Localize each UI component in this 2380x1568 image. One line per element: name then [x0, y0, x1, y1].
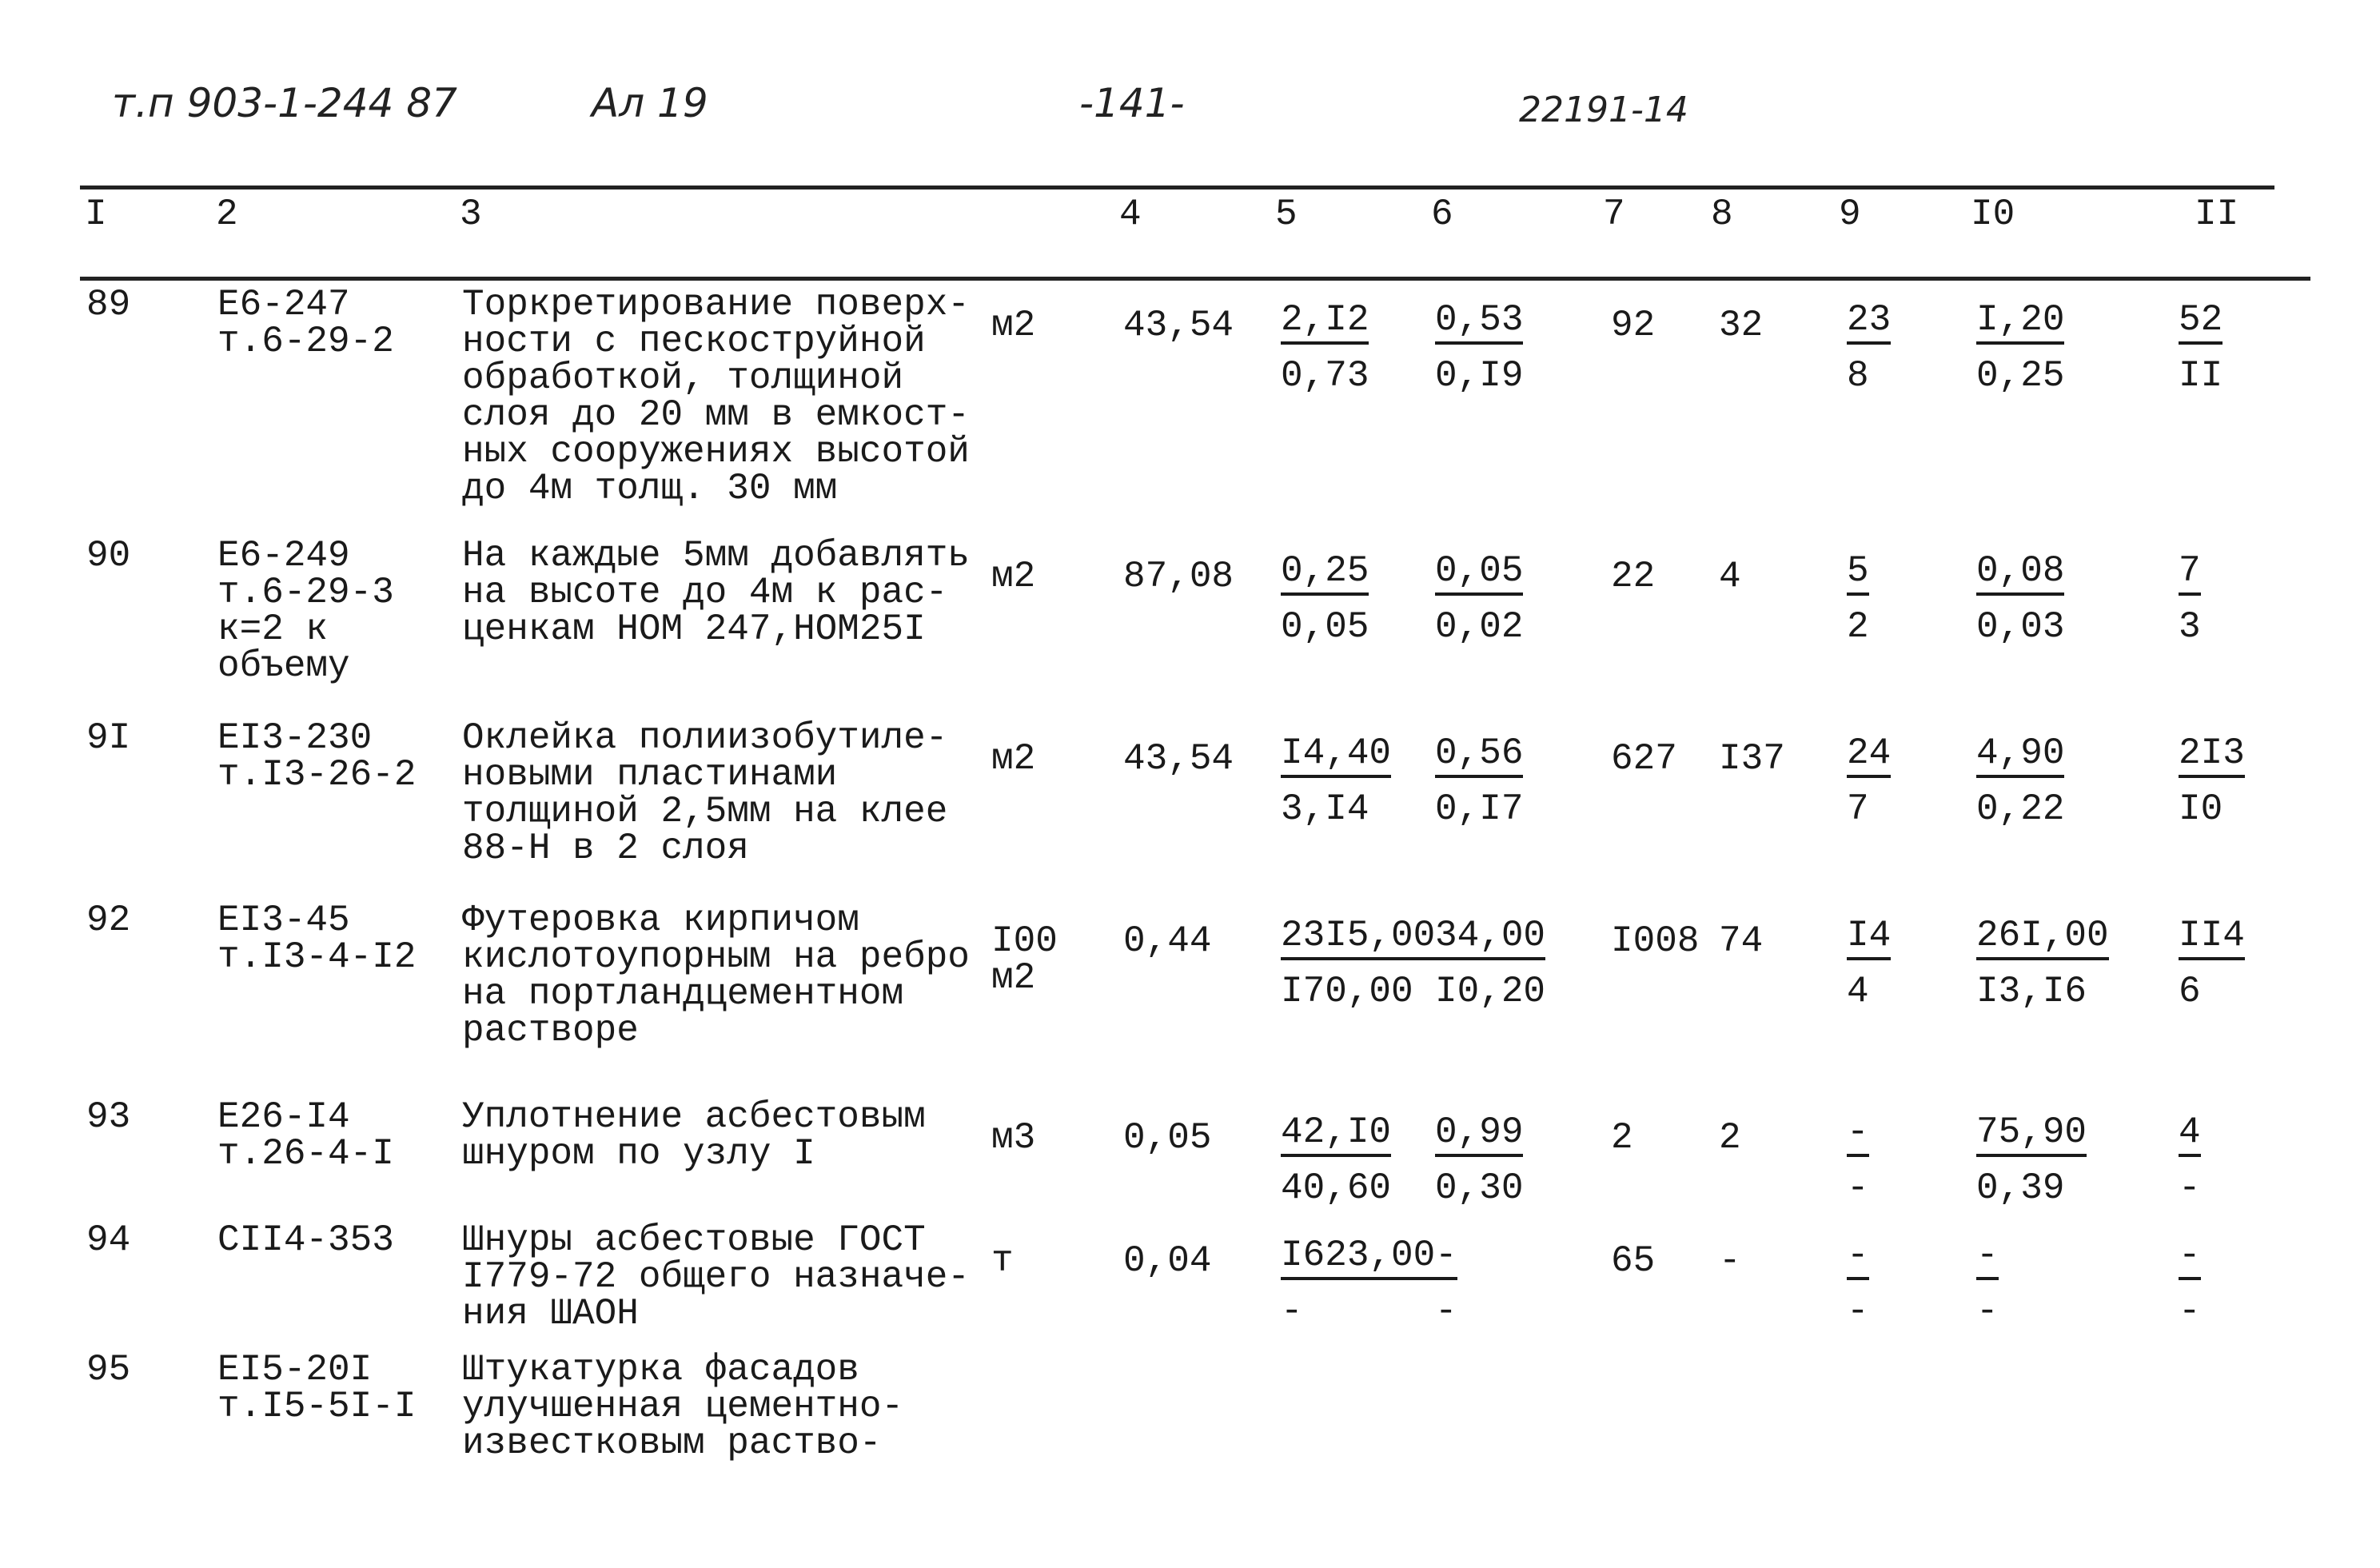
fraction-c5	[1281, 550, 1369, 647]
fraction-numerator: I4	[1847, 916, 1891, 960]
fraction-c5	[1281, 1235, 1435, 1331]
col-header-8: 8	[1711, 194, 1733, 235]
fraction-c11	[2179, 732, 2245, 829]
row-number: 90	[86, 535, 131, 577]
work-description: Торкретирование поверх- ности с пескоструйной обработкой, толщиной слоя до 20 мм в емкост- ных сооружениях высотой до 4м толщ. 30 мм	[462, 284, 970, 509]
fraction-c10	[1976, 550, 2064, 647]
work-description: Уплотнение асбестовым шнуром по узлу I	[462, 1096, 926, 1175]
fraction-denominator: 0,30	[1435, 1167, 1524, 1209]
fraction-numerator: 0,05	[1435, 551, 1523, 596]
col8-value: 74	[1719, 920, 1764, 962]
fraction-numerator: 0,53	[1435, 300, 1523, 345]
rate-code: СII4-353	[217, 1219, 394, 1261]
col-header-1: I	[85, 194, 107, 235]
col7-value: 627	[1611, 738, 1677, 780]
fraction-denominator: -	[1435, 1291, 1457, 1332]
fraction-denominator: 8	[1847, 355, 1869, 397]
col-header-9: 9	[1839, 194, 1861, 235]
fraction-numerator: 5	[1847, 551, 1869, 596]
fraction-numerator: 2,I2	[1281, 300, 1369, 345]
row-number: 95	[86, 1349, 131, 1390]
col7-value: 2	[1611, 1117, 1633, 1159]
col8-value: 32	[1719, 305, 1764, 346]
fraction-numerator: -	[1847, 1235, 1869, 1280]
fraction-denominator: I0,20	[1435, 971, 1546, 1012]
unit: м2	[991, 305, 1036, 346]
fraction-denominator: -	[1847, 1291, 1869, 1332]
col-header-11: II	[2195, 194, 2239, 235]
fraction-c10	[1976, 732, 2064, 829]
rate-code: Е26-I4 т.26-4-I	[217, 1096, 394, 1175]
fraction-c10	[1976, 1235, 1999, 1331]
work-description: Футеровка кирпичом кислотоупорным на ребро на портландцементном растворе	[462, 900, 970, 1051]
col8-value: -	[1719, 1240, 1741, 1282]
fraction-numerator: I,20	[1976, 300, 2064, 345]
fraction-denominator: 0,73	[1281, 355, 1369, 397]
fraction-denominator: I3,I6	[1976, 971, 2087, 1012]
fraction-numerator: 0,25	[1281, 551, 1369, 596]
col-header-4: 4	[1119, 194, 1142, 235]
fraction-c5	[1281, 1111, 1391, 1208]
fraction-denominator: 7	[1847, 788, 1869, 830]
fraction-denominator: 0,39	[1976, 1167, 2065, 1209]
fraction-denominator: 0,03	[1976, 606, 2065, 648]
fraction-c9	[1847, 299, 1891, 396]
inventory-number: 22191-14	[1519, 90, 1688, 130]
doc-code: т.п 903-1-244 87	[112, 80, 457, 126]
fraction-denominator: -	[1281, 1291, 1303, 1332]
fraction-c6	[1435, 915, 1545, 1011]
fraction-c11	[2179, 1111, 2201, 1208]
fraction-c6	[1435, 732, 1523, 829]
fraction-c11	[2179, 915, 2245, 1011]
fraction-c9	[1847, 550, 1869, 647]
unit: м3	[991, 1117, 1036, 1159]
fraction-numerator: -	[2179, 1235, 2201, 1280]
fraction-c10	[1976, 299, 2064, 396]
col-header-7: 7	[1603, 194, 1625, 235]
quantity: 0,44	[1123, 920, 1212, 962]
fraction-c9	[1847, 1111, 1869, 1208]
fraction-c5	[1281, 732, 1391, 829]
fraction-denominator: 0,I7	[1435, 788, 1524, 830]
fraction-denominator: 0,25	[1976, 355, 2065, 397]
fraction-numerator: 4	[2179, 1112, 2201, 1157]
fraction-c9	[1847, 1235, 1869, 1331]
fraction-c9	[1847, 915, 1891, 1011]
fraction-denominator: 2	[1847, 606, 1869, 648]
col-header-5: 5	[1275, 194, 1298, 235]
rate-code: Е6-249 т.6-29-3 к=2 к объему	[217, 535, 394, 687]
fraction-c9	[1847, 732, 1891, 829]
fraction-numerator: 0,99	[1435, 1112, 1523, 1157]
col8-value: I37	[1719, 738, 1785, 780]
fraction-numerator: 34,00	[1435, 916, 1545, 960]
fraction-c10	[1976, 1111, 2087, 1208]
row-number: 92	[86, 900, 131, 941]
page-number: -141-	[1079, 80, 1185, 126]
fraction-numerator: 2I3	[2179, 733, 2245, 778]
unit: м2	[991, 738, 1036, 780]
fraction-numerator: 4,90	[1976, 733, 2064, 778]
fraction-numerator: 26I,00	[1976, 916, 2109, 960]
quantity: 0,05	[1123, 1117, 1212, 1159]
rate-code: ЕI5-20I т.I5-5I-I	[217, 1349, 417, 1427]
fraction-numerator: 23	[1847, 300, 1891, 345]
work-description: На каждые 5мм добавлять на высоте до 4м к рас- ценкам НОМ 247,НОМ25I	[462, 535, 970, 650]
work-description: Шнуры асбестовые ГОСТ I779-72 общего назначе- ния ШАОН	[462, 1219, 970, 1335]
fraction-denominator: -	[1976, 1291, 1999, 1332]
col7-value: 65	[1611, 1240, 1656, 1282]
fraction-denominator: 40,60	[1281, 1167, 1392, 1209]
rate-code: ЕI3-45 т.I3-4-I2	[217, 900, 417, 978]
table-top-rule	[80, 186, 2274, 190]
fraction-numerator: -	[1435, 1235, 1457, 1280]
fraction-c6	[1435, 299, 1523, 396]
unit: I00 м2	[991, 920, 1058, 999]
fraction-numerator: I4,40	[1281, 733, 1391, 778]
unit: т	[991, 1240, 1014, 1282]
col-header-2: 2	[216, 194, 238, 235]
quantity: 43,54	[1123, 738, 1234, 780]
fraction-numerator: 0,08	[1976, 551, 2064, 596]
col-header-10: I0	[1971, 194, 2015, 235]
fraction-denominator: 0,I9	[1435, 355, 1524, 397]
fraction-c11	[2179, 550, 2201, 647]
row-number: 89	[86, 284, 131, 325]
rate-code: ЕI3-230 т.I3-26-2	[217, 717, 417, 796]
fraction-denominator: II	[2179, 355, 2223, 397]
unit: м2	[991, 556, 1036, 597]
col7-value: 92	[1611, 305, 1656, 346]
fraction-numerator: 42,I0	[1281, 1112, 1391, 1157]
fraction-denominator: 3	[2179, 606, 2201, 648]
quantity: 87,08	[1123, 556, 1234, 597]
fraction-denominator: 0,02	[1435, 606, 1524, 648]
fraction-c5	[1281, 299, 1369, 396]
fraction-denominator: 3,I4	[1281, 788, 1369, 830]
row-number: 93	[86, 1096, 131, 1138]
col7-value: 22	[1611, 556, 1656, 597]
fraction-c6	[1435, 1111, 1523, 1208]
fraction-c5	[1281, 915, 1435, 1011]
fraction-denominator: 0,05	[1281, 606, 1369, 648]
fraction-numerator: 52	[2179, 300, 2223, 345]
fraction-numerator: 7	[2179, 551, 2201, 596]
fraction-c10	[1976, 915, 2109, 1011]
fraction-c11	[2179, 1235, 2201, 1331]
fraction-denominator: I0	[2179, 788, 2223, 830]
col-header-3: 3	[460, 194, 482, 235]
row-number: 94	[86, 1219, 131, 1261]
fraction-numerator: 0,56	[1435, 733, 1523, 778]
col7-value: I008	[1611, 920, 1700, 962]
work-description: Оклейка полиизобутиле- новыми пластинами толщиной 2,5мм на клее 88-Н в 2 слоя	[462, 717, 948, 869]
quantity: 0,04	[1123, 1240, 1212, 1282]
fraction-numerator: I623,00	[1281, 1235, 1435, 1280]
fraction-numerator: -	[1976, 1235, 1999, 1280]
fraction-denominator: 0,22	[1976, 788, 2065, 830]
fraction-denominator: 6	[2179, 971, 2201, 1012]
fraction-numerator: 75,90	[1976, 1112, 2087, 1157]
fraction-denominator: -	[1847, 1167, 1869, 1209]
fraction-numerator: 24	[1847, 733, 1891, 778]
rate-code: Е6-247 т.6-29-2	[217, 284, 394, 362]
header-bottom-rule	[80, 277, 2310, 281]
fraction-numerator: II4	[2179, 916, 2245, 960]
fraction-denominator: I70,00	[1281, 971, 1413, 1012]
quantity: 43,54	[1123, 305, 1234, 346]
fraction-numerator: 23I5,00	[1281, 916, 1435, 960]
fraction-denominator: 4	[1847, 971, 1869, 1012]
album-number: Ал 19	[592, 80, 708, 126]
work-description: Штукатурка фасадов улучшенная цементно- известковым раство-	[462, 1349, 904, 1464]
fraction-c6	[1435, 1235, 1457, 1331]
fraction-denominator: -	[2179, 1291, 2201, 1332]
row-number: 9I	[86, 717, 131, 759]
fraction-numerator: -	[1847, 1112, 1869, 1157]
fraction-denominator: -	[2179, 1167, 2201, 1209]
col-header-6: 6	[1431, 194, 1453, 235]
col8-value: 4	[1719, 556, 1741, 597]
fraction-c11	[2179, 299, 2223, 396]
fraction-c6	[1435, 550, 1523, 647]
col8-value: 2	[1719, 1117, 1741, 1159]
